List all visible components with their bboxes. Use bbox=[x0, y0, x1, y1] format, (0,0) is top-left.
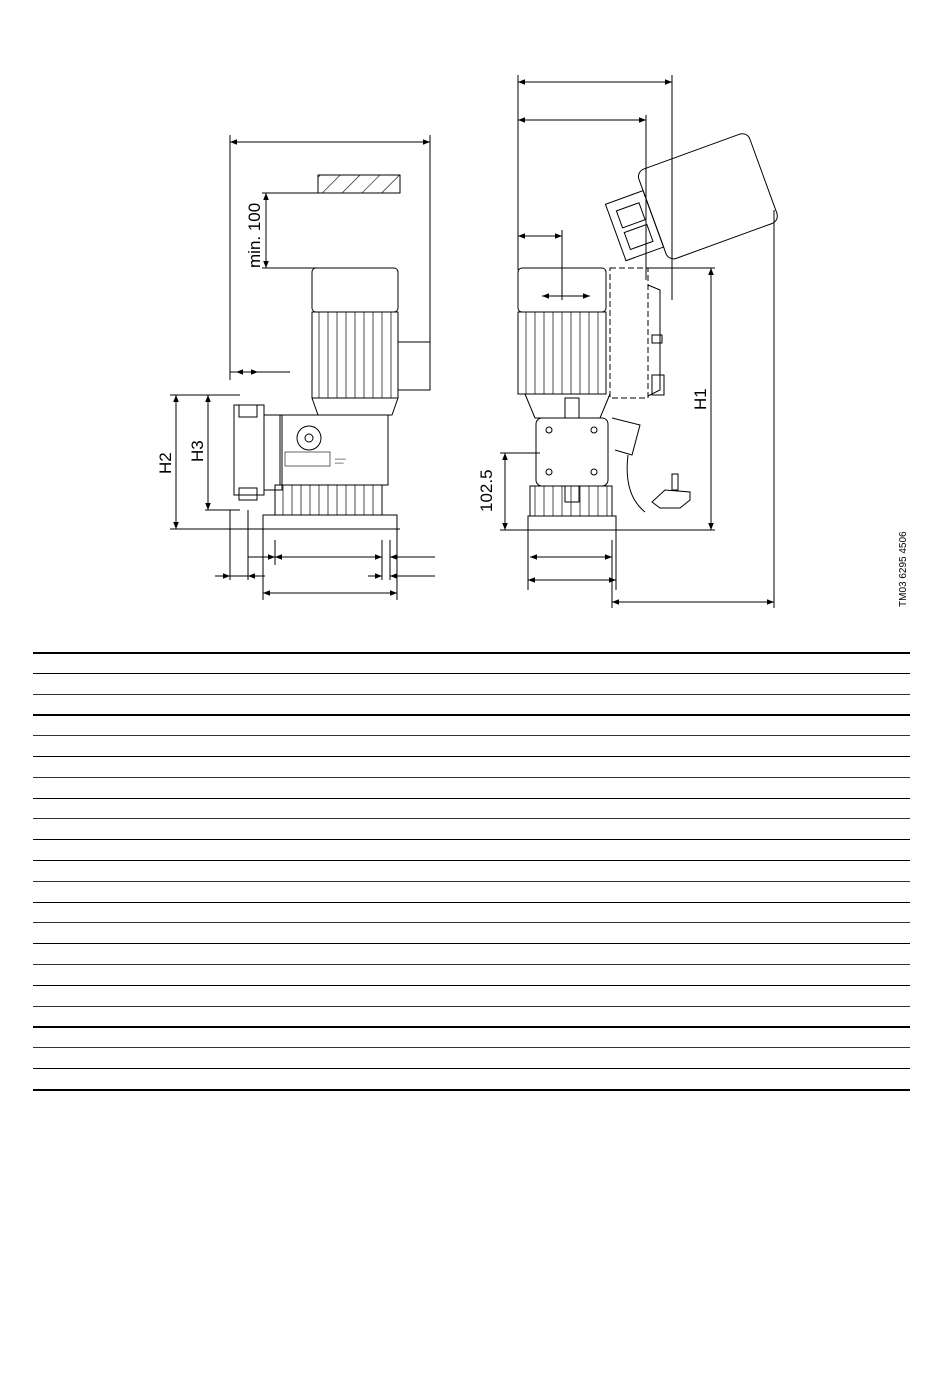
front-motor-cap bbox=[312, 268, 398, 312]
side-terminal-box bbox=[610, 268, 648, 398]
table-row-rule bbox=[33, 860, 910, 861]
label-h3: H3 bbox=[188, 440, 207, 462]
table-row-rule bbox=[33, 694, 910, 695]
pump-dimension-drawing bbox=[0, 0, 950, 640]
front-base bbox=[263, 515, 397, 529]
table-row-rule bbox=[33, 1047, 910, 1048]
table-row-rule bbox=[33, 922, 910, 923]
table-row-rule bbox=[33, 735, 910, 736]
table-row-rule bbox=[33, 1006, 910, 1007]
front-control-panel bbox=[280, 415, 388, 485]
table-row-rule bbox=[33, 714, 910, 715]
side-tilted-motor bbox=[599, 131, 780, 274]
side-fitting bbox=[652, 490, 690, 508]
reference-code: TM03 6295 4506 bbox=[898, 531, 909, 607]
front-dosing-head bbox=[234, 405, 264, 495]
label-h1: H1 bbox=[691, 388, 710, 410]
label-height-value: 102.5 bbox=[477, 469, 496, 512]
side-view bbox=[500, 75, 780, 608]
table-row-rule bbox=[33, 839, 910, 840]
svg-text:▪▪▪▪▪▪▪▪: ▪▪▪▪▪▪▪▪ bbox=[335, 461, 344, 465]
table-row-rule bbox=[33, 964, 910, 965]
table-row-rule bbox=[33, 943, 910, 944]
table-row-rule bbox=[33, 673, 910, 674]
table-row-rule bbox=[33, 1068, 910, 1069]
front-motor-body bbox=[312, 312, 398, 398]
table-row-rule bbox=[33, 985, 910, 986]
table-top-rule bbox=[33, 652, 910, 654]
table-row-rule bbox=[33, 756, 910, 757]
front-terminal-box bbox=[398, 342, 430, 390]
table-row-rule bbox=[33, 818, 910, 819]
table-row-rule bbox=[33, 777, 910, 778]
table-row-rule bbox=[33, 1026, 910, 1027]
clearance-block bbox=[318, 175, 400, 193]
table-bottom-rule bbox=[33, 1089, 910, 1091]
table-row-rule bbox=[33, 881, 910, 882]
front-view bbox=[170, 135, 435, 600]
dimension-table-rules bbox=[33, 652, 910, 1100]
stroke-knob bbox=[297, 426, 321, 450]
svg-text:▪▪▪▪▪▪▪▪▪▪: ▪▪▪▪▪▪▪▪▪▪ bbox=[335, 457, 346, 461]
label-h2: H2 bbox=[156, 452, 175, 474]
table-row-rule bbox=[33, 902, 910, 903]
table-row-rule bbox=[33, 798, 910, 799]
label-min-clearance: min. 100 bbox=[245, 202, 264, 268]
